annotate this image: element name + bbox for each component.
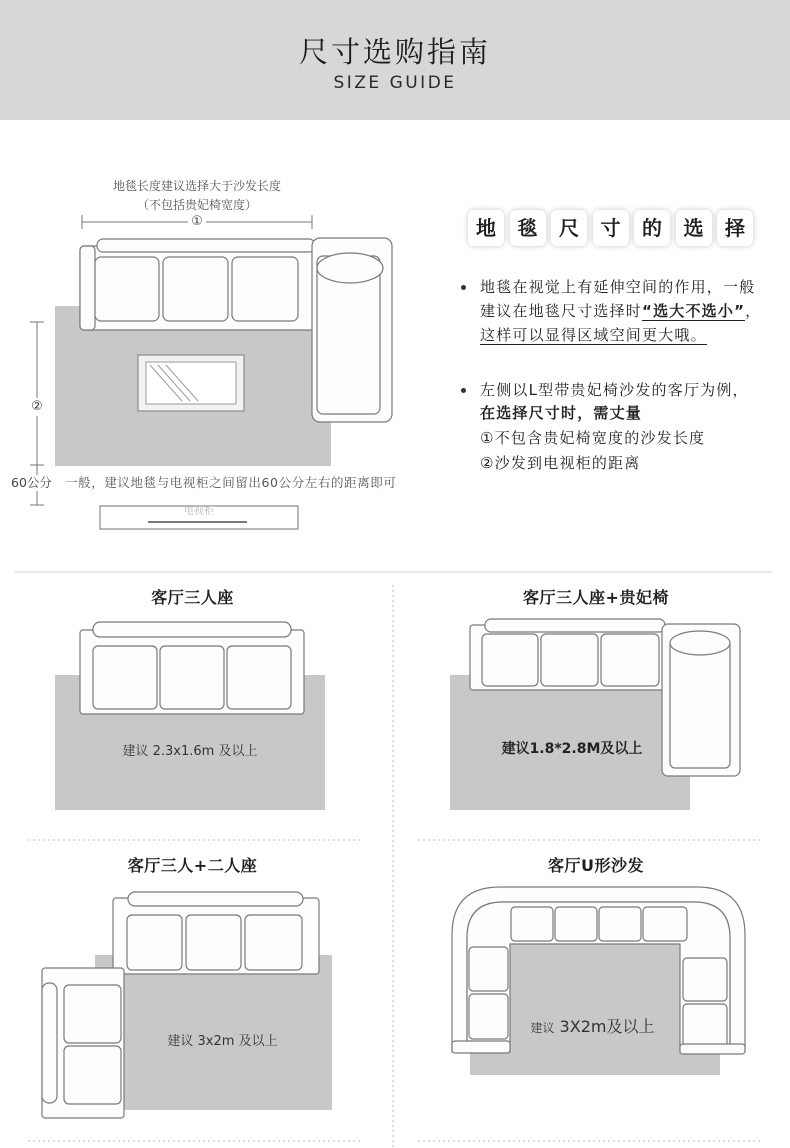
panel-title: 客厅U形沙发 xyxy=(548,856,644,875)
sofa-cushion xyxy=(541,634,598,686)
sofa-cushion xyxy=(232,257,298,321)
sofa-cushion xyxy=(160,646,224,709)
tip2-line2: 在选择尺寸时，需丈量 xyxy=(480,404,643,422)
sofa-cushion xyxy=(601,634,659,686)
tips-heading xyxy=(468,210,753,246)
tip1-line2-text: 建议在地毯尺寸选择时 xyxy=(480,302,643,320)
panel-three-seater-diagram xyxy=(55,622,325,810)
panel-title: 客厅三人座 xyxy=(151,588,234,607)
tip1-line3-text: 这样可以显得区域空间更大哦。 xyxy=(480,326,707,344)
panel-u-sofa-diagram xyxy=(452,887,745,1075)
tip2-line3: ①不包含贵妃椅宽度的沙发长度 xyxy=(480,429,706,447)
loveseat-back-rail xyxy=(42,983,57,1103)
distance-label: 60公分 xyxy=(11,475,52,490)
tips-heading-char: 地 xyxy=(468,210,504,246)
dimension-marker-2: ② xyxy=(28,398,46,416)
tip1-line3 xyxy=(480,325,707,345)
tv-cabinet-label: 电视柜 xyxy=(184,506,214,517)
bullet-dot xyxy=(461,388,466,393)
chaise-bolster xyxy=(317,253,383,283)
panel-suggestion: 建议 2.3x1.6m 及以上 xyxy=(122,744,258,759)
sofa-armrest xyxy=(452,1041,510,1053)
rug-length-note-sub: （不包括贵妃椅宽度） xyxy=(136,198,257,212)
sofa-armrest xyxy=(80,246,95,330)
sofa-back-rail xyxy=(485,619,665,632)
tips-heading-char: 寸 xyxy=(593,210,629,246)
tip1-emphasis: “选大不选小” xyxy=(642,302,746,320)
sofa-cushion xyxy=(186,915,241,970)
sofa-cushion xyxy=(245,915,302,970)
tip2-line4: ②沙发到电视柜的距离 xyxy=(480,454,641,472)
sofa-cushion xyxy=(127,915,182,970)
sofa-cushion xyxy=(227,646,291,709)
loveseat-cushion xyxy=(64,985,121,1043)
sofa-cushion xyxy=(95,257,159,321)
rug-length-note: 地毯长度建议选择大于沙发长度 xyxy=(112,179,281,193)
tip1-line2-punct: ， xyxy=(745,302,762,320)
tip1-line1: 地毯在视觉上有延伸空间的作用，一般 xyxy=(480,278,756,296)
panel-suggestion xyxy=(500,1018,685,1038)
loveseat-cushion xyxy=(64,1046,121,1104)
suggestion-size: 3X2m及以上 xyxy=(559,1017,655,1036)
tip2-line1: 左侧以L型带贵妃椅沙发的客厅为例， xyxy=(480,381,749,399)
sofa-cushion xyxy=(643,907,687,941)
page-subtitle: SIZE GUIDE xyxy=(333,73,457,93)
sofa-cushion xyxy=(93,646,157,709)
tips-heading-char: 毯 xyxy=(510,210,546,246)
panel-suggestion: 建议1.8*2.8M及以上 xyxy=(501,741,643,757)
chaise-bolster xyxy=(670,631,730,655)
sofa-cushion xyxy=(163,257,228,321)
tips-heading-char: 的 xyxy=(634,210,670,246)
page-title: 尺寸选购指南 xyxy=(298,35,491,69)
panel-title: 客厅三人+二人座 xyxy=(127,856,258,875)
coffee-table-glass xyxy=(146,362,236,404)
sofa-back-rail xyxy=(97,239,315,252)
bullet-dot xyxy=(461,285,466,290)
sofa-back-rail xyxy=(93,622,291,637)
sofa-cushion xyxy=(683,958,727,1001)
panel-chaise-sofa-diagram xyxy=(450,619,740,810)
sofa-cushion xyxy=(511,907,553,941)
panel-three-plus-two-diagram xyxy=(42,892,332,1118)
dimension-marker-1: ① xyxy=(188,213,206,231)
distance-note: 一般，建议地毯与电视柜之间留出60公分左右的距离即可 xyxy=(65,475,397,490)
tips-heading-char: 选 xyxy=(676,210,712,246)
sofa-back-rail xyxy=(128,892,303,906)
tip1-line2 xyxy=(480,301,761,321)
panel-title: 客厅三人座+贵妃椅 xyxy=(523,588,669,607)
suggestion-prefix: 建议 xyxy=(530,1021,555,1035)
panel-suggestion: 建议 3x2m 及以上 xyxy=(167,1034,278,1049)
sofa-cushion xyxy=(469,947,508,991)
sofa-cushion xyxy=(599,907,641,941)
tips-heading-char: 择 xyxy=(717,210,753,246)
sofa-cushion xyxy=(482,634,538,686)
sofa-armrest xyxy=(680,1044,745,1054)
sofa-cushion xyxy=(555,907,597,941)
sofa-cushion xyxy=(683,1004,727,1047)
tips-heading-char: 尺 xyxy=(551,210,587,246)
